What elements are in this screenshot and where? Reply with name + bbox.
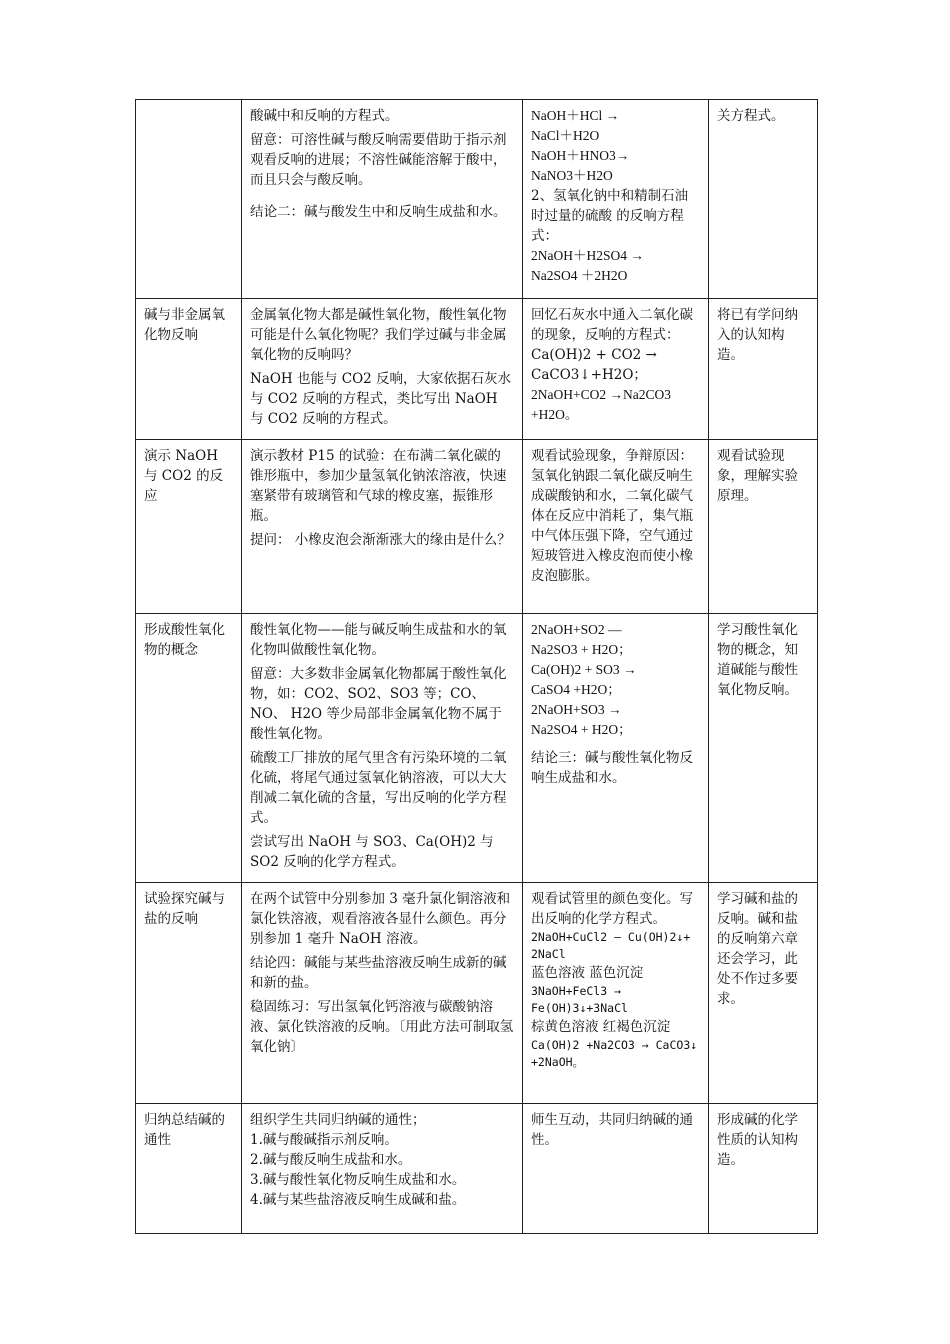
intent-cell: 形成碱的化学性质的认知构造。 (709, 1104, 818, 1234)
table-row (136, 883, 818, 1104)
activity-line: 观看试验现象，争辩原因：氢氧化钠跟二氧化碳反响生成碳酸钠和水，二氧化碳气体在反应中消耗了，集气瓶中气体压强下降，空气通过短玻管进入橡皮泡而使小橡皮泡膨胀。 (531, 448, 693, 584)
content-cell (242, 440, 523, 614)
topic-cell: 试验探究碱与盐的反响 (136, 883, 242, 1104)
list-item: 2.碱与酸反响生成盐和水。 (250, 1152, 412, 1168)
content-line: 酸碱中和反响的方程式。 (250, 108, 399, 124)
intent-cell: 学习酸性氧化物的概念，知道碱能与酸性氧化物反响。 (709, 614, 818, 883)
equation-line: Fe(OH)3↓+3NaCl (531, 1001, 628, 1015)
equation-line: Na2SO3 + H2O； (531, 642, 632, 657)
activity-line: 观看试管里的颜色变化。写出反响的化学方程式。 (531, 891, 693, 927)
topic-cell: 归纳总结碱的通性 (136, 1104, 242, 1234)
equation-line: NaCl＋H2O (531, 128, 600, 143)
table-row (136, 100, 818, 299)
topic-cell (136, 100, 242, 299)
activity-cell (523, 100, 709, 299)
equation-line: 3NaOH+FeCl3 → (531, 984, 622, 998)
content-cell (242, 883, 523, 1104)
content-line: 尝试写出 NaOH 与 SO3、Ca(OH)2 与 SO2 反响的化学方程式。 (250, 834, 494, 870)
table-row (136, 440, 818, 614)
equation-line: Ca(OH)2 + SO3 → (531, 662, 637, 677)
intent-cell: 将已有学问纳入的认知构造。 (709, 299, 818, 440)
table-row (136, 614, 818, 883)
activity-line: 棕黄色溶液 红褐色沉淀 (531, 1019, 671, 1035)
activity-line: 回忆石灰水中通入二氧化碳的现象，反响的方程式： Ca(OH)2 + CO2 → CaCO3↓+H2O； (531, 307, 693, 383)
equation-line: NaNO3＋H2O (531, 168, 613, 183)
intent-cell: 观看试验现象，理解实验原理。 (709, 440, 818, 614)
content-line: 演示教材 P15 的试验：在布满二氧化碳的锥形瓶中，参加少量氢氧化钠浓溶液，快速塞紧带有玻璃管和气球的橡皮塞，振锥形瓶。 (250, 448, 507, 524)
content-line: 金属氧化物大都是碱性氧化物，酸性氧化物可能是什么氧化物呢？我们学过碱与非金属氧化物的反响吗？ (250, 307, 507, 363)
conclusion-line: 结论三：碱与酸性氧化物反响生成盐和水。 (531, 750, 693, 786)
equation-line: 2NaOH+SO3 → (531, 702, 622, 717)
content-line: 留意：大多数非金属氧化物都属于酸性氧化物，如：CO2、SO2、SO3 等；CO、 NO、 H2O 等少局部非金属氧化物不属于酸性氧化物。 (250, 666, 507, 742)
lesson-plan-table (135, 99, 818, 1234)
activity-line: 蓝色溶液 蓝色沉淀 (531, 965, 644, 981)
content-line: 酸性氧化物——能与碱反响生成盐和水的氧化物叫做酸性氧化物。 (250, 622, 507, 658)
content-line: 在两个试管中分别参加 3 毫升氯化铜溶液和氯化铁溶液，观看溶液各显什么颜色。再分别参加 1 毫升 NaOH 溶液。 (250, 891, 511, 947)
topic-cell: 形成酸性氧化物的概念 (136, 614, 242, 883)
equation-line: 2NaOH+SO2 — (531, 622, 622, 637)
equation-line: 2NaOH＋H2SO4 → (531, 248, 644, 263)
equation-line: Na2SO4 + H2O； (531, 722, 632, 737)
activity-cell (523, 440, 709, 614)
conclusion-line: 结论二：碱与酸发生中和反响生成盐和水。 (250, 204, 507, 220)
list-item: 4.碱与某些盐溶液反响生成碱和盐。 (250, 1192, 466, 1208)
equation-line: 2NaOH+CuCl2 — Cu(OH)2↓+ 2NaCl (531, 930, 691, 961)
conclusion-line: 结论四：碱能与某些盐溶液反响生成新的碱和新的盐。 (250, 955, 507, 991)
equation-line: Na2SO4 ＋2H2O (531, 268, 628, 283)
content-line: 留意：可溶性碱与酸反响需要借助于指示剂观看反响的进展；不溶性碱能溶解于酸中，而且只会与酸反响。 (250, 132, 507, 188)
activity-cell (523, 614, 709, 883)
content-line: NaOH 也能与 CO2 反响，大家依据石灰水与 CO2 反响的方程式，类比写出 NaOH 与 CO2 反响的方程式。 (250, 371, 512, 427)
activity-cell: 师生互动，共同归纳碱的通性。 (523, 1104, 709, 1234)
equation-line: CaSO4 +H2O； (531, 682, 621, 697)
list-item: 1.碱与酸碱指示剂反响。 (250, 1132, 398, 1148)
content-cell (242, 614, 523, 883)
intent-cell: 关方程式。 (709, 100, 818, 299)
activity-cell (523, 299, 709, 440)
content-line: 稳固练习：写出氢氧化钙溶液与碳酸钠溶液、氯化铁溶液的反响。〔用此方法可制取氢氧化钠〕 (250, 999, 514, 1055)
topic-cell: 碱与非金属氧化物反响 (136, 299, 242, 440)
content-cell (242, 299, 523, 440)
equation-line: 2NaOH+CO2 →Na2CO3 +H2O。 (531, 387, 671, 422)
activity-cell (523, 883, 709, 1104)
table-row (136, 299, 818, 440)
list-item: 3.碱与酸性氧化物反响生成盐和水。 (250, 1172, 466, 1188)
activity-line: 2、氢氧化钠中和精制石油时过量的硫酸 的反响方程式： (531, 188, 689, 244)
topic-cell: 演示 NaOH 与 CO2 的反应 (136, 440, 242, 614)
equation-line: Ca(OH)2 +Na2CO3 → CaCO3↓ +2NaOH。 (531, 1038, 698, 1069)
content-line: 提问： 小橡皮泡会渐渐涨大的缘由是什么？ (250, 532, 511, 548)
table-row (136, 1104, 818, 1234)
content-cell (242, 1104, 523, 1234)
content-cell (242, 100, 523, 299)
equation-line: NaOH＋HNO3→ (531, 148, 630, 163)
content-line: 组织学生共同归纳碱的通性； (250, 1112, 426, 1128)
content-line: 硫酸工厂排放的尾气里含有污染环境的二氧化硫，将尾气通过氢氧化钠溶液，可以大大削减二氧化硫的含量，写出反响的化学方程式。 (250, 750, 507, 826)
intent-cell: 学习碱和盐的反响。碱和盐的反响第六章还会学习，此处不作过多要求。 (709, 883, 818, 1104)
equation-line: NaOH＋HCl → (531, 108, 620, 123)
